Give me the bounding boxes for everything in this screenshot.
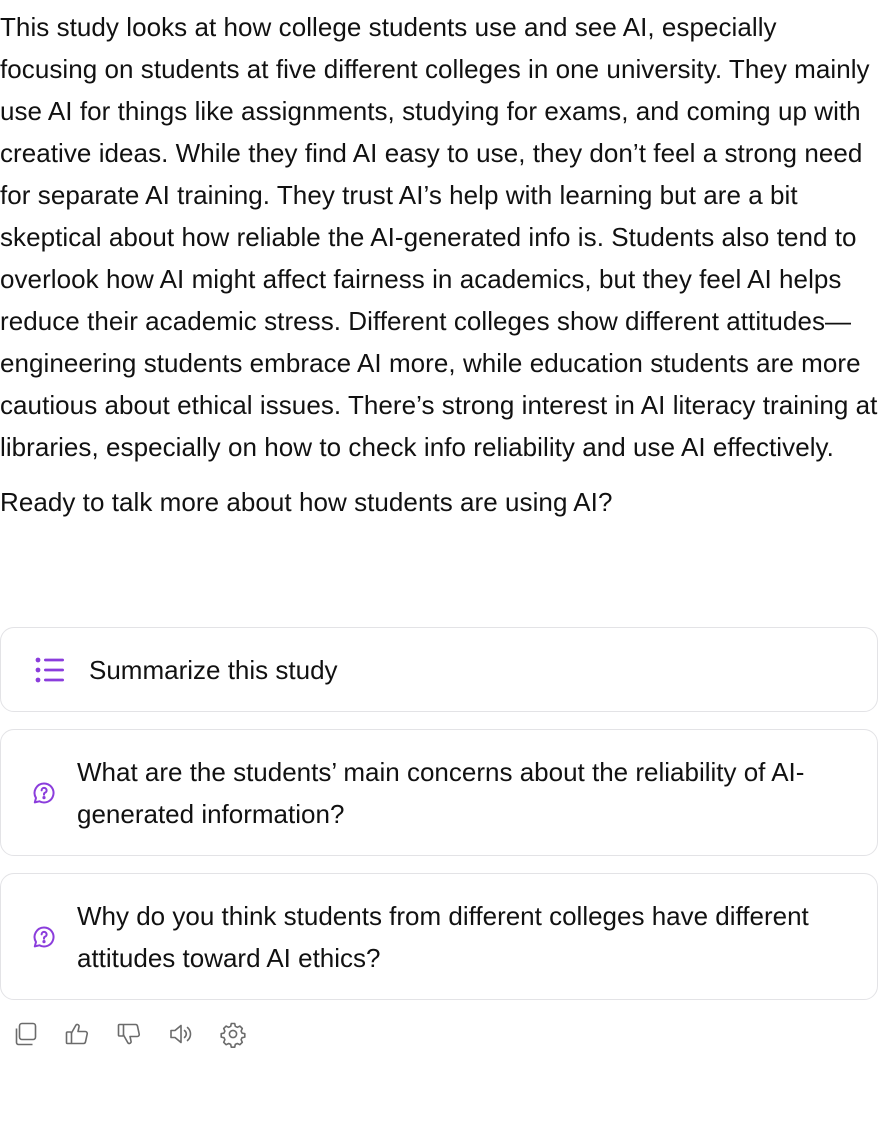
question-bubble-icon bbox=[31, 781, 57, 805]
question-bubble-icon bbox=[31, 925, 57, 949]
list-icon bbox=[35, 657, 65, 683]
suggestion-reliability-button[interactable] bbox=[0, 729, 878, 856]
thumbs-down-icon[interactable] bbox=[114, 1020, 144, 1048]
suggestion-list bbox=[0, 627, 878, 1017]
assistant-message bbox=[0, 6, 880, 520]
message-actions-toolbar bbox=[10, 1020, 270, 1048]
suggestion-label: Why do you think students from different colleges have different attitudes toward AI ethics? bbox=[77, 900, 809, 973]
settings-icon[interactable] bbox=[218, 1020, 248, 1048]
suggestion-ethics-button[interactable] bbox=[0, 873, 878, 1000]
speaker-icon[interactable] bbox=[166, 1020, 196, 1048]
copy-icon[interactable] bbox=[10, 1020, 40, 1048]
suggestion-label: Summarize this study bbox=[89, 654, 338, 685]
followup-question: Ready to talk more about how students are using AI? bbox=[0, 487, 613, 517]
summary-paragraph: This study looks at how college students use and see AI, especially focusing on students at five different colleges in one university. They mainly use AI for things like assignments, studying for exams, and coming up with creative ideas. While they find AI easy to use, they don’t feel a strong need for separate AI training. They trust AI’s help with learning but are a bit skeptical about how reliable the AI-generated info is. Students also tend to overlook how AI might affect fairness in academics, but they feel AI helps reduce their academic stress. Different colleges show different attitudes—engineering students embrace AI more, while education students are more cautious about ethical issues. There’s strong interest in AI literacy training at libraries, especially on how to check info reliability and use AI effectively. bbox=[0, 12, 878, 462]
thumbs-up-icon[interactable] bbox=[62, 1020, 92, 1048]
suggestion-summarize-button[interactable] bbox=[0, 627, 878, 712]
suggestion-label: What are the students’ main concerns about the reliability of AI-generated information? bbox=[77, 756, 805, 829]
